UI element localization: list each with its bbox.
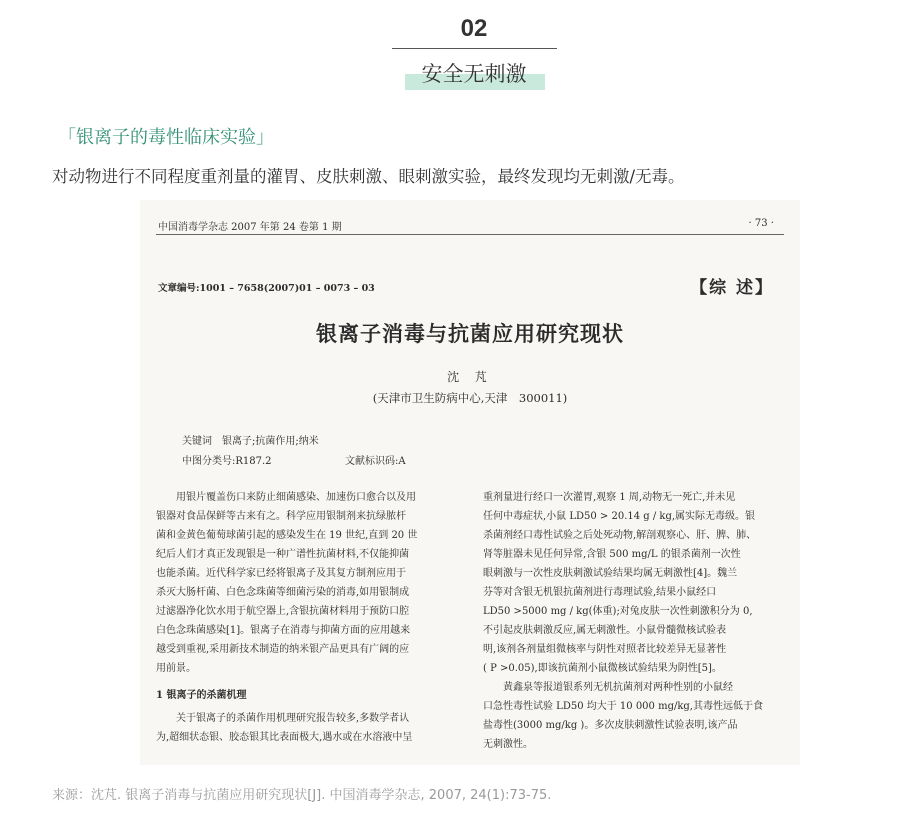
section-title: 安全无刺激 [421,62,527,86]
paper-author: 沈 芃 [447,370,493,384]
subsection-heading: 「银离子的毒性临床实验」 [58,127,274,148]
paragraph-line: 肾等脏器未见任何异常,含银 500 mg/L 的银杀菌剂一次性 [483,549,741,560]
paragraph-line: 银器对食品保鲜等古来有之。科学应用银制剂来抗绿脓杆 [156,511,406,522]
paper-scan-image [140,200,800,765]
paper-left-column [156,488,417,747]
article-number: 文章编号:1001 – 7658(2007)01 – 0073 – 03 [158,283,375,294]
paragraph-line: 明,该剂各剂量组微核率与阴性对照者比较差异无显著性 [483,644,727,655]
source-citation: 来源：沈芃. 银离子消毒与抗菌应用研究现状[J]. 中国消毒学杂志, 2007, 24(1):73-75. [52,788,552,803]
paragraph-line: 盐毒性(3000 mg/kg )。多次皮肤刺激性试验表明,该产品 [483,720,738,731]
paragraph-line: 杀灭大肠杆菌、白色念珠菌等细菌污染的消毒,如用银制成 [156,587,410,598]
paragraph-line: 黄鑫泉等报道银系列无机抗菌剂对两种性别的小鼠经 [503,682,733,693]
paragraph-line: 用前景。 [156,663,196,674]
section-number: 02 [460,15,488,42]
paper-affiliation: (天津市卫生防病中心,天津 300011) [372,391,568,405]
paragraph-line: 不引起皮肤刺激反应,属无刺激性。小鼠骨髓微核试验表 [483,625,727,636]
paragraph-line: 纪后人们才真正发现银是一种广谱性抗菌材料,不仅能抑菌 [156,549,410,560]
header-rule [156,234,784,235]
paper-doc-code: 文献标识码:A [345,456,406,467]
paragraph-line: 眼刺激与一次性皮肤刺激试验结果均属无刺激性[4]。魏兰 [483,568,738,579]
journal-header: 中国消毒学杂志 2007 年第 24 卷第 1 期 [158,222,342,233]
paragraph-line: 也能杀菌。近代科学家已经将银离子及其复方制剂应用于 [156,568,406,579]
paragraph-line: 为,超细状态银、胶态银其比表面极大,遇水或在水溶液中呈 [156,732,413,743]
paper-classification: 中图分类号:R187.2 [182,456,272,467]
paragraph-line: 用银片覆盖伤口来防止细菌感染、加速伤口愈合以及用 [176,492,416,503]
paper-title: 银离子消毒与抗菌应用研究现状 [316,321,624,346]
paragraph-line: ( P >0.05),即该抗菌剂小鼠微核试验结果为阴性[5]。 [483,663,722,674]
category-label: 【综 述】 [690,278,774,298]
paragraph-line: 任何中毒症状,小鼠 LD50 > 20.14 g / kg,属实际无毒级。银 [483,511,756,522]
paragraph-line: 菌和金黄色葡萄球菌引起的感染发生在 19 世纪,直到 20 世 [156,530,418,541]
paragraph-line: 口急性毒性试验 LD50 均大于 10 000 mg/kg,其毒性远低于食 [483,701,763,712]
section-divider [392,48,557,49]
paragraph-line: 无刺激性。 [483,739,533,750]
paper-right-column [483,488,763,754]
paragraph-line: 关于银离子的杀菌作用机理研究报告较多,多数学者认 [176,713,410,724]
paper-keywords: 关键词 银离子;抗菌作用;纳米 [182,436,319,447]
paragraph-line: 越受到重视,采用新技术制造的纳米银产品更具有广阔的应 [156,644,410,655]
page-number: · 73 · [748,218,774,229]
paragraph-line: LD50 >5000 mg / kg(体重);对兔皮肤一次性刺激积分为 0, [483,606,753,617]
paragraph-line: 白色念珠菌感染[1]。银离子在消毒与抑菌方面的应用越来 [156,625,411,636]
paragraph-line: 过滤器净化饮水用于航空器上,含银抗菌材料用于预防口腔 [156,606,410,617]
paragraph-line: 芬等对含银无机银抗菌剂进行毒理试验,结果小鼠经口 [483,587,717,598]
description-text: 对动物进行不同程度重剂量的灌胃、皮肤刺激、眼刺激实验，最终发现均无刺激/无毒。 [52,167,685,186]
section-heading: 1 银离子的杀菌机理 [156,690,247,701]
paragraph-line: 杀菌剂经口毒性试验之后处死动物,解剖观察心、肝、脾、肺、 [483,530,757,541]
paragraph-line: 重剂量进行经口一次灌胃,观察 1 周,动物无一死亡,并未见 [483,492,736,503]
